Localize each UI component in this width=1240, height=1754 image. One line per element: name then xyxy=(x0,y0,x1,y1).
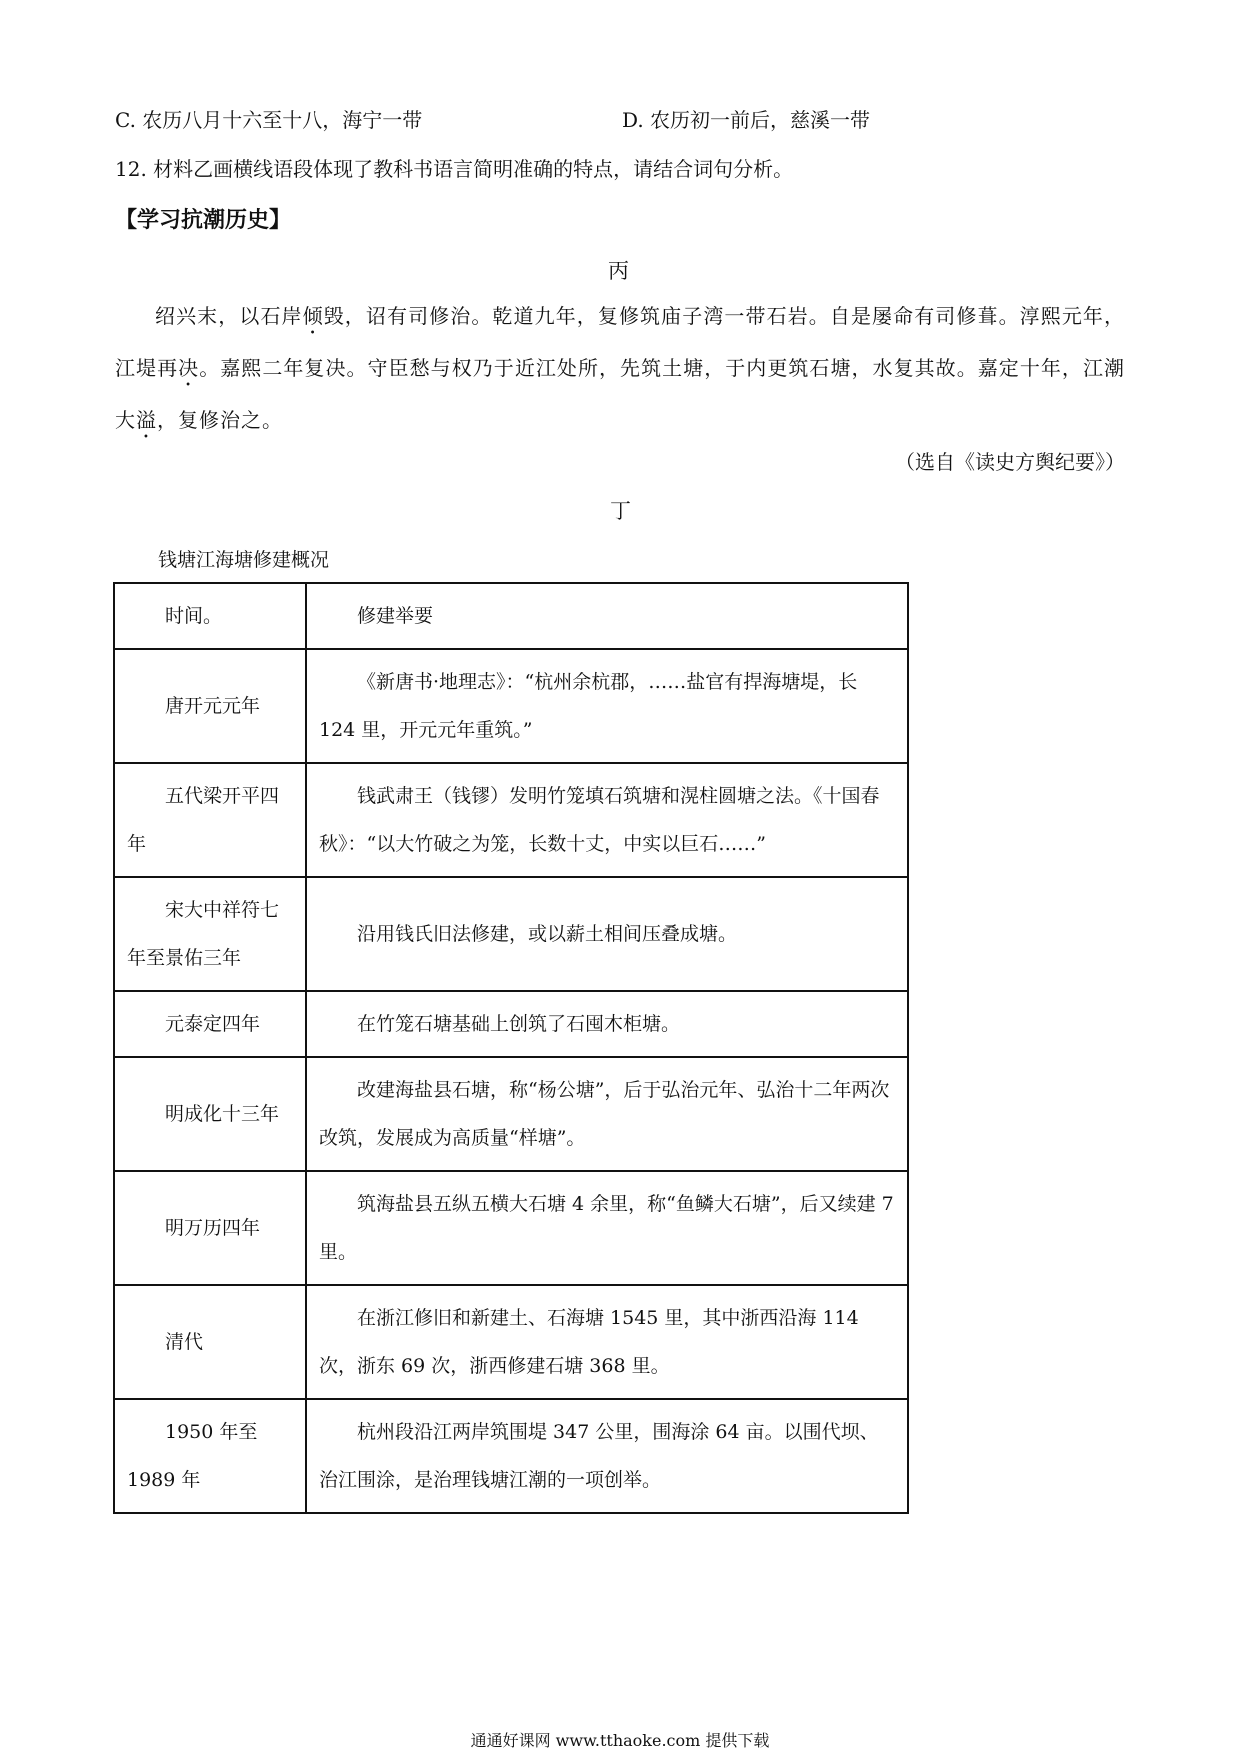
row-desc: 杭州段沿江两岸筑围堤 347 公里，围海涂 64 亩。以围代坝、治江围涂，是治理钱塘江潮的一项创举。 xyxy=(306,1399,908,1513)
seawall-table xyxy=(113,582,909,1514)
material-label-ding: 丁 xyxy=(610,499,631,523)
row-time: 清代 xyxy=(114,1285,306,1399)
row-desc: 《新唐书·地理志》：“杭州余杭郡，……盐官有捍海塘堤，长 124 里，开元元年重筑。” xyxy=(306,649,908,763)
row-time: 明万历四年 xyxy=(114,1171,306,1285)
row-desc: 筑海盐县五纵五横大石塘 4 余里，称“鱼鳞大石塘”，后又续建 7 里。 xyxy=(306,1171,908,1285)
row-time: 宋大中祥符七年至景佑三年 xyxy=(114,877,306,991)
table-row xyxy=(114,1285,908,1399)
emphasized-char: 倾 xyxy=(302,304,324,328)
passage-source: （选自《读史方舆纪要》） xyxy=(895,450,1125,474)
row-time: 元泰定四年 xyxy=(114,991,306,1057)
table-row xyxy=(114,1057,908,1171)
table-row xyxy=(114,877,908,991)
row-time: 唐开元元年 xyxy=(114,649,306,763)
row-desc: 改建海盐县石塘，称“杨公塘”，后于弘治元年、弘治十二年两次改筑，发展成为高质量“样塘”。 xyxy=(306,1057,908,1171)
header-time: 时间。 xyxy=(114,583,306,649)
question-12: 12. 材料乙画横线语段体现了教科书语言简明准确的特点，请结合词句分析。 xyxy=(115,157,794,181)
header-desc: 修建举要 xyxy=(306,583,908,649)
emphasized-char: 决 xyxy=(178,356,200,380)
row-desc: 钱武肃王（钱镠）发明竹笼填石筑塘和滉柱圆塘之法。《十国春秋》：“以大竹破之为笼，长数十丈，中实以巨石……” xyxy=(306,763,908,877)
table-row xyxy=(114,649,908,763)
passage-text: ，复修治之。 xyxy=(157,408,283,432)
row-time: 1950 年至 1989 年 xyxy=(114,1399,306,1513)
table-header-row xyxy=(114,583,908,649)
passage-text: 绍兴末，以石岸 xyxy=(155,304,303,328)
footer-watermark: 通通好课网 www.tthaoke.com 提供下载 xyxy=(470,1731,770,1750)
row-desc: 在浙江修旧和新建土、石海塘 1545 里，其中浙西沿海 114 次，浙东 69 次，浙西修建石塘 368 里。 xyxy=(306,1285,908,1399)
emphasized-char: 溢 xyxy=(136,408,157,432)
option-d: D. 农历初一前后，慈溪一带 xyxy=(622,108,871,132)
section-title: 【学习抗潮历史】 xyxy=(115,207,292,233)
passage-bing xyxy=(115,290,1125,446)
passage-text: 毁，诏有司修治。乾道九年，复修筑庙子湾一带石岩。自是屡命有司修葺。淳熙元年，江堤再 xyxy=(115,304,1126,380)
row-desc: 沿用钱氏旧法修建，或以薪土相间压叠成塘。 xyxy=(306,877,908,991)
table-row xyxy=(114,991,908,1057)
option-c: C. 农历八月十六至十八，海宁一带 xyxy=(115,108,423,132)
row-time: 明成化十三年 xyxy=(114,1057,306,1171)
row-desc: 在竹笼石塘基础上创筑了石囤木柜塘。 xyxy=(306,991,908,1057)
passage-text: 。嘉熙二年复决。守臣愁与权乃于近江处所，先筑土塘，于内更筑石塘，水复其故。嘉定十年，江潮大 xyxy=(115,356,1126,432)
table-row xyxy=(114,1399,908,1513)
material-label-bing: 丙 xyxy=(608,259,629,283)
table-row xyxy=(114,763,908,877)
table-row xyxy=(114,1171,908,1285)
table-caption: 钱塘江海塘修建概况 xyxy=(158,549,330,571)
row-time: 五代梁开平四年 xyxy=(114,763,306,877)
